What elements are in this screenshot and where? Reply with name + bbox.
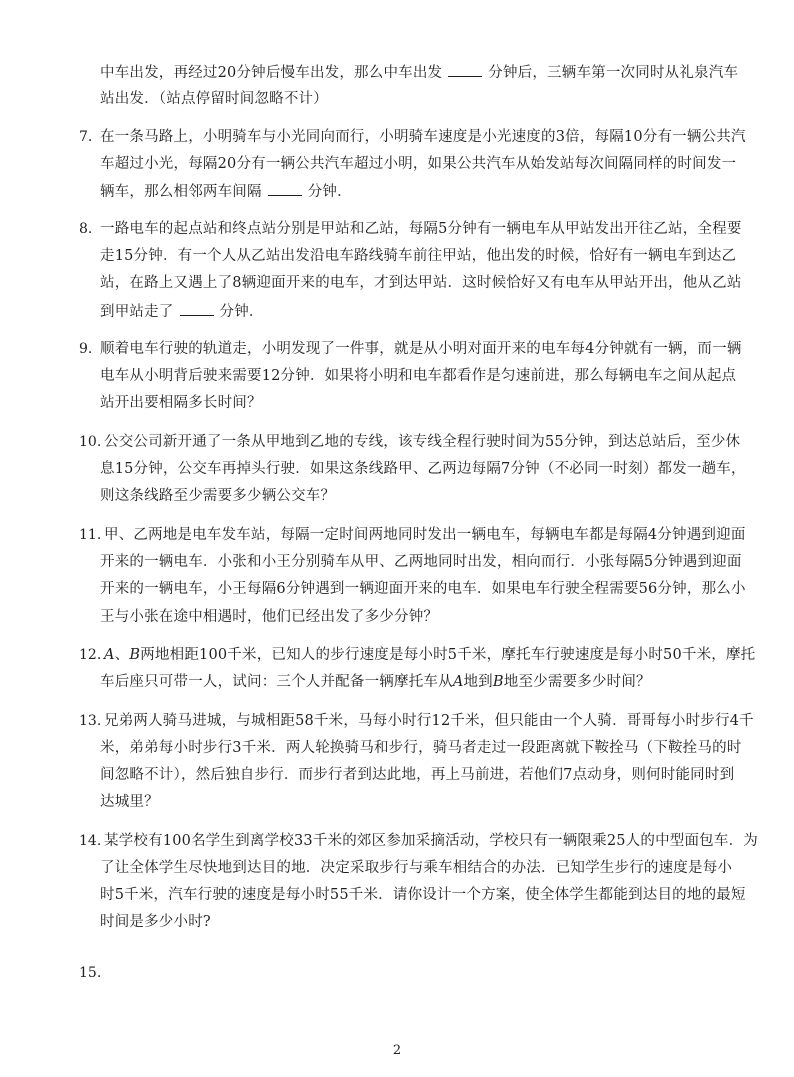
- question-text: 时间是多少小时?: [100, 914, 211, 930]
- question-number: 14.: [79, 833, 102, 849]
- question-text-part: 到甲站走了: [100, 304, 174, 320]
- question-text: [100, 301, 264, 322]
- question-number: 15.: [79, 965, 102, 981]
- point-label: B: [129, 647, 141, 663]
- question-number: 11.: [79, 527, 102, 543]
- question-text: [104, 645, 755, 665]
- question-text: 了让全体学生尽快地到达目的地．决定采取步行与乘车相结合的办法．已知学生步行的速度是每小: [100, 860, 733, 876]
- question-text-part: 车后座只可带一人，试问：三个人并配备一辆摩托车从: [100, 674, 453, 690]
- answer-blank: [448, 62, 482, 77]
- point-label: A: [452, 674, 464, 690]
- point-label: A: [104, 647, 115, 663]
- question-number: 8.: [79, 221, 93, 237]
- question-text: 达城里？: [100, 794, 159, 810]
- intro-text: 分钟后，三辆车第一次同时从礼泉汽车: [488, 65, 739, 81]
- question-text: 车超过小光，每隔20分有一辆公共汽车超过小明，如果公共汽车从始发站每次间隔同样的时间发一: [100, 156, 737, 172]
- question-text: 顺着电车行驶的轨道走，小明发现了一件事，就是从小明对面开来的电车每4分钟就有一辆，而一辆: [100, 341, 742, 357]
- question-text: 王与小张在途中相遇时，他们已经出发了多少分钟？: [100, 609, 439, 625]
- question-text-part: 、: [114, 647, 130, 663]
- question-number: 13.: [79, 713, 102, 729]
- question-text: 站，在路上又遇上了8辆迎面开来的电车，才到达甲站．这时候恰好又有电车从甲站开出，他从乙站: [100, 275, 742, 291]
- question-text-part: 分钟．: [219, 304, 264, 320]
- question-text: 一路电车的起点站和终点站分别是甲站和乙站，每隔5分钟有一辆电车从甲站发出开往乙站，全程要: [100, 221, 742, 237]
- question-number: 7.: [79, 129, 93, 145]
- page-number: 2: [392, 1043, 402, 1058]
- question-text: 走15分钟．有一个人从乙站出发沿电车路线骑车前往甲站，他出发的时候，恰好有一辆电车到达乙: [100, 248, 737, 264]
- question-text: 间忽略不计），然后独自步行．而步行者到达此地，再上马前进，若他们7点动身，则何时能同时到: [100, 767, 735, 783]
- question-number: 12.: [79, 647, 102, 663]
- question-text: 开来的一辆电车．小张和小王分别骑车从甲、乙两地同时出发，相向而行．小张每隔5分钟遇到迎面: [100, 554, 742, 570]
- question-text-part: 地到: [463, 674, 493, 690]
- question-text: [100, 181, 352, 202]
- answer-blank: [180, 301, 214, 316]
- question-text-part: 地至少需要多少时间？: [503, 674, 651, 690]
- question-text-part: 辆车，那么相邻两车间隔: [100, 184, 262, 200]
- question-text: [100, 672, 651, 692]
- question-number: 10.: [79, 434, 102, 450]
- question-text: 时5千米，汽车行驶的速度是每小时55千米．请你设计一个方案，使全体学生都能到达目的地的最短: [100, 887, 746, 903]
- intro-line-2: 站出发．（站点停留时间忽略不计）: [100, 91, 328, 107]
- question-text: 站开出要相隔多长时间？: [100, 395, 262, 411]
- question-text: 开来的一辆电车，小王每隔6分钟遇到一辆迎面开来的电车．如果电车行驶全程需要56分钟，那么小: [100, 581, 746, 597]
- question-text: 息15分钟，公交车再掉头行驶．如果这条线路甲、乙两边每隔7分钟（不必同一时刻）都发一趟车，: [100, 461, 746, 477]
- question-text-part: 两地相距100千米，已知人的步行速度是每小时5千米，摩托车行驶速度是每小时50千米，摩托: [140, 647, 756, 663]
- question-number: 9.: [79, 341, 93, 357]
- question-text: 电车从小明背后驶来需要12分钟．如果将小明和电车都看作是匀速前进，那么每辆电车之间从起点: [100, 368, 737, 384]
- point-label: B: [492, 674, 504, 690]
- question-text: 则这条线路至少需要多少辆公交车？: [100, 488, 336, 504]
- answer-blank: [268, 181, 302, 196]
- question-text-part: 分钟．: [307, 184, 352, 200]
- intro-text: 中车出发，再经过20分钟后慢车出发，那么中车出发: [100, 65, 443, 81]
- question-text: 兄弟两人骑马进城，与城相距58千米，马每小时行12千米，但只能由一个人骑．哥哥每小时步行4千: [104, 713, 754, 729]
- question-text: 在一条马路上，小明骑车与小光同向而行，小明骑车速度是小光速度的3倍，每隔10分有一辆公共汽: [100, 129, 746, 145]
- question-text: 甲、乙两地是电车发车站，每隔一定时间两地同时发出一辆电车，每辆电车都是每隔4分钟遇到迎面: [104, 527, 746, 543]
- question-text: 某学校有100名学生到离学校33千米的郊区参加采摘活动，学校只有一辆限乘25人的中型面包车．为: [104, 833, 758, 849]
- question-text: 公交公司新开通了一条从甲地到乙地的专线，该专线全程行驶时间为55分钟，到达总站后，至少休: [104, 434, 741, 450]
- question-text: 米，弟弟每小时步行3千米．两人轮换骑马和步行，骑马者走过一段距离就下鞍拴马（下鞍拴马的时: [100, 740, 742, 756]
- intro-line-1: [100, 62, 738, 83]
